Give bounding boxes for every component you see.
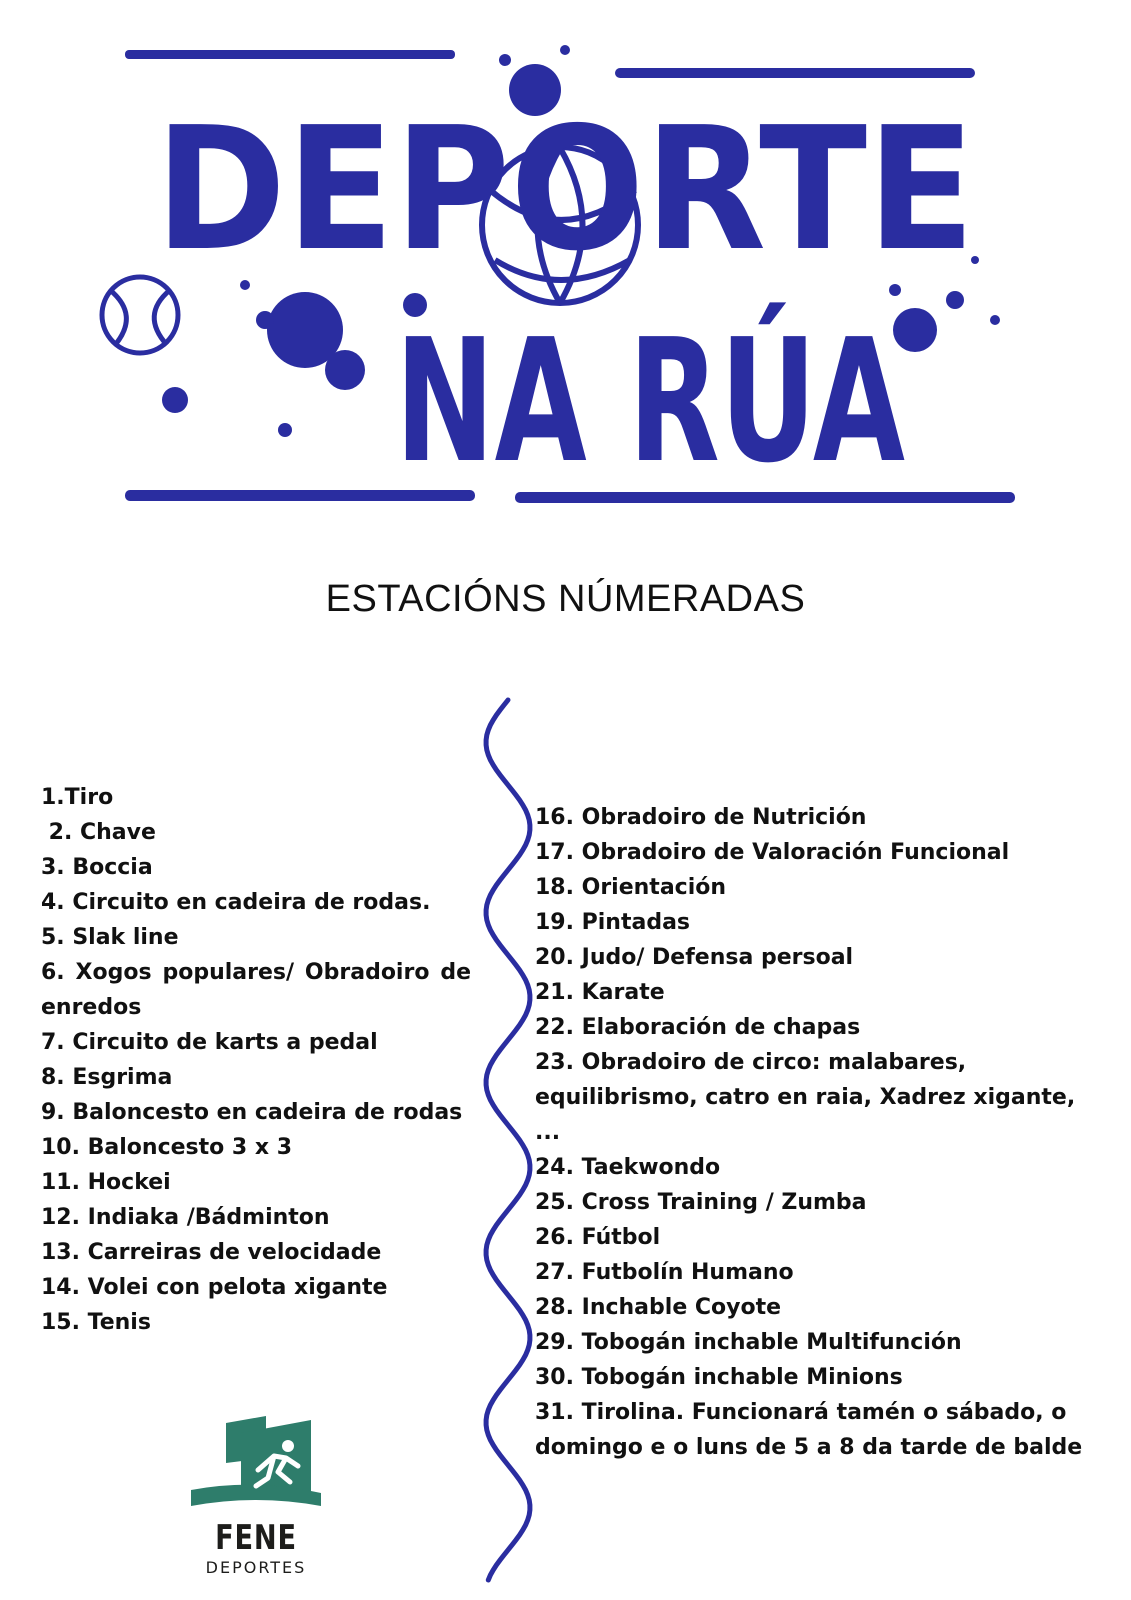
sponsor-subtitle: DEPORTES	[205, 1558, 307, 1577]
sponsor-name: FENE	[215, 1518, 297, 1558]
list-item: 13. Carreiras de velocidade	[41, 1240, 382, 1265]
list-item: 29. Tobogán inchable Multifunción	[535, 1330, 962, 1355]
list-item: 3. Boccia	[41, 855, 153, 880]
list-item: 27. Futbolín Humano	[535, 1260, 794, 1285]
runner-icon	[186, 1408, 326, 1518]
list-item: 11. Hockei	[41, 1170, 171, 1195]
list-item: 1.Tiro	[41, 785, 114, 810]
sponsor-logo	[186, 1408, 326, 1588]
list-item: 5. Slak line	[41, 925, 179, 950]
logo-line1: DEPORTE	[155, 91, 975, 289]
list-item: 19. Pintadas	[535, 910, 691, 935]
list-item: 26. Fútbol	[535, 1225, 661, 1250]
list-item: 18. Orientación	[535, 875, 727, 900]
list-item: 7. Circuito de karts a pedal	[41, 1030, 378, 1055]
list-item: 16. Obradoiro de Nutrición	[535, 805, 867, 830]
stations-list-right	[535, 800, 1095, 1465]
list-item: 14. Volei con pelota xigante	[41, 1275, 388, 1300]
list-item: 2. Chave	[41, 820, 156, 845]
logo-line2: NA RÚA	[395, 303, 1124, 501]
list-item: 10. Baloncesto 3 x 3	[41, 1135, 293, 1160]
page-subtitle: ESTACIÓNS NÚMERADAS	[325, 578, 806, 620]
list-item: 21. Karate	[535, 980, 665, 1005]
list-item: 4. Circuito en cadeira de rodas.	[41, 890, 431, 915]
list-item: 15. Tenis	[41, 1310, 151, 1335]
list-item: 31. Tirolina. Funcionará tamén o sábado, o domingo e o luns de 5 a 8 da tarde de balde	[535, 1400, 1083, 1460]
list-item: 25. Cross Training / Zumba	[535, 1190, 867, 1215]
list-item: 28. Inchable Coyote	[535, 1295, 782, 1320]
list-item: 23. Obradoiro de circo: malabares, equilibrismo, catro en raia, Xadrez xigante, ...	[535, 1050, 1076, 1145]
list-item: 12. Indiaka /Bádminton	[41, 1205, 330, 1230]
event-logo	[95, 20, 1124, 560]
list-item: 17. Obradoiro de Valoración Funcional	[535, 840, 1010, 865]
stations-list-left	[41, 780, 471, 1340]
list-item: 8. Esgrima	[41, 1065, 173, 1090]
list-item: 22. Elaboración de chapas	[535, 1015, 861, 1040]
list-item: 9. Baloncesto en cadeira de rodas	[41, 1100, 463, 1125]
list-item: 20. Judo/ Defensa persoal	[535, 945, 854, 970]
list-item: 24. Taekwondo	[535, 1155, 721, 1180]
list-item: 6. Xogos populares/ Obradoiro de enredos	[41, 960, 471, 1020]
list-item: 30. Tobogán inchable Minions	[535, 1365, 903, 1390]
